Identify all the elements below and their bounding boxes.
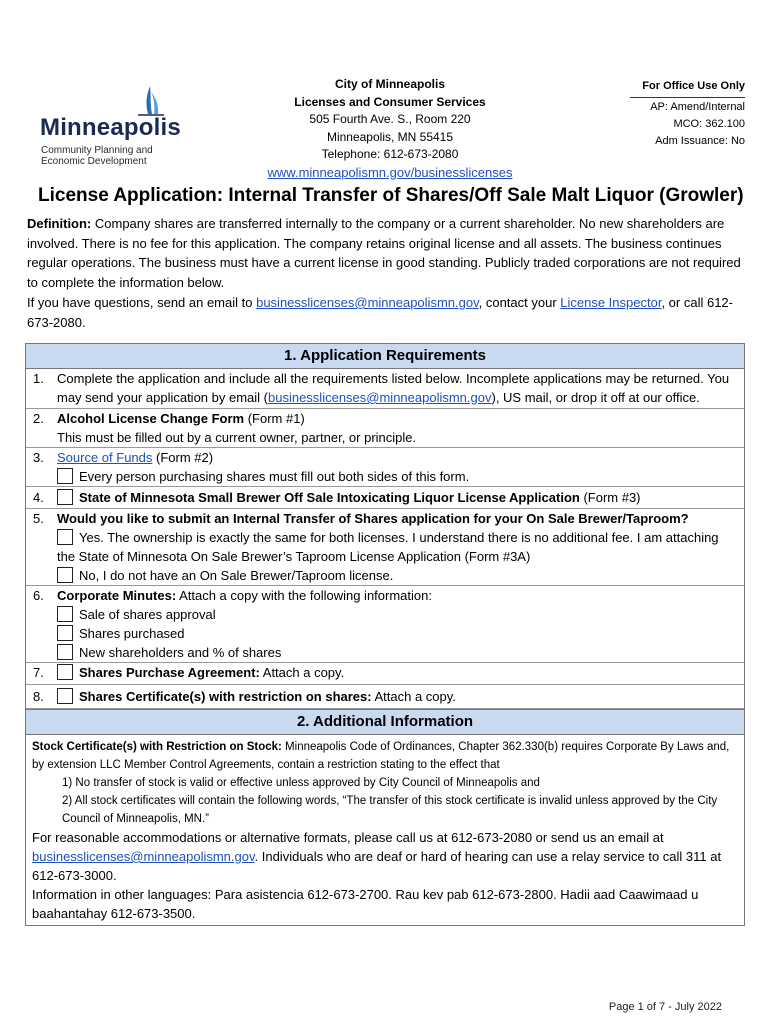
row-number: 7. bbox=[33, 665, 44, 680]
purchase-agreement-checkbox[interactable] bbox=[57, 664, 73, 680]
requirement-text-end: ), US mail, or drop it off at our office. bbox=[491, 390, 700, 405]
sale-approval-checkbox[interactable] bbox=[57, 606, 73, 622]
address-telephone: Telephone: 612-673-2080 bbox=[321, 147, 459, 161]
requirement-row-7 bbox=[26, 663, 744, 685]
row-number: 8. bbox=[33, 689, 44, 704]
source-of-funds-link[interactable]: Source of Funds bbox=[57, 450, 153, 465]
checkbox-label: Shares purchased bbox=[79, 626, 185, 641]
source-of-funds-checkbox[interactable] bbox=[57, 468, 73, 484]
office-use-box bbox=[630, 78, 745, 150]
license-inspector-link[interactable]: License Inspector bbox=[560, 295, 662, 310]
form-reference: (Form #3) bbox=[579, 490, 641, 505]
requirement-note: This must be filled out by a current owner, partner, or principle. bbox=[57, 430, 417, 445]
restriction-item-1: 1) No transfer of stock is valid or effective unless approved by City Council of Minneapolis and bbox=[62, 777, 540, 789]
accommodation-paragraph bbox=[32, 828, 738, 885]
taproom-yes-checkbox[interactable] bbox=[57, 529, 73, 545]
row-number: 5. bbox=[33, 511, 44, 526]
accommodation-email-link[interactable]: businesslicenses@minneapolismn.gov bbox=[32, 849, 255, 864]
purchase-agreement-label: Shares Purchase Agreement: bbox=[79, 665, 260, 680]
requirement-row-1 bbox=[26, 369, 744, 409]
logo-wordmark: Minneapolis bbox=[40, 114, 181, 141]
accommodation-text: For reasonable accommodations or alternative formats, please call us at 612-673-2080 or send us an email at bbox=[32, 830, 664, 845]
taproom-yes-label: Yes. The ownership is exactly the same for both licenses. I understand there is no additional fee. I am attaching the State of Minnesota On Sale Brewer’s Taproom License Application (Form #3A) bbox=[57, 530, 719, 564]
requirement-row-3 bbox=[26, 448, 744, 487]
form-reference: (Form #2) bbox=[152, 450, 214, 465]
address-street: 505 Fourth Ave. S., Room 220 bbox=[309, 112, 471, 126]
address-department: Licenses and Consumer Services bbox=[294, 94, 486, 109]
logo-sub-line-1: Community Planning and bbox=[41, 145, 153, 156]
office-mco: MCO: 362.100 bbox=[673, 118, 745, 130]
checkbox-label: Sale of shares approval bbox=[79, 607, 216, 622]
row-number: 4. bbox=[33, 490, 44, 505]
office-issuance: Adm Issuance: No bbox=[655, 135, 745, 147]
state-application-label: State of Minnesota Small Brewer Off Sale Intoxicating Liquor License Application bbox=[79, 490, 580, 505]
office-use-heading: For Office Use Only bbox=[630, 78, 745, 98]
shares-purchased-checkbox[interactable] bbox=[57, 625, 73, 641]
requirement-row-5 bbox=[26, 509, 744, 586]
row-number: 6. bbox=[33, 588, 44, 603]
row-number: 1. bbox=[33, 371, 44, 386]
questions-text-end: , or call 612-673-2080. bbox=[27, 295, 733, 330]
stock-restriction-label: Stock Certificate(s) with Restriction on Stock: bbox=[32, 741, 282, 753]
restriction-item-2: 2) All stock certificates will contain the following words, “The transfer of this stock certificate is invalid unless approved by the City Council of Minneapolis, MN.” bbox=[62, 795, 718, 825]
requirement-title bbox=[57, 409, 738, 428]
section-1-heading: 1. Application Requirements bbox=[26, 344, 744, 369]
requirement-row-4 bbox=[26, 487, 744, 509]
requirement-text: Complete the application and include all the requirements listed below. Incomplete applications may be returned. You may send your application by email ( bbox=[57, 371, 730, 405]
minneapolis-logo-icon bbox=[136, 84, 166, 118]
corporate-minutes-text: Attach a copy with the following information: bbox=[176, 588, 432, 603]
new-shareholders-checkbox[interactable] bbox=[57, 644, 73, 660]
questions-text: If you have questions, send an email to bbox=[27, 295, 257, 310]
alcohol-change-form-label: Alcohol License Change Form bbox=[57, 411, 245, 426]
requirement-row-6 bbox=[26, 586, 744, 663]
questions-text-mid: , contact your bbox=[478, 295, 561, 310]
requirement-title bbox=[57, 448, 738, 467]
definition-label: Definition: bbox=[27, 216, 92, 231]
shares-certificate-checkbox[interactable] bbox=[57, 688, 73, 704]
logo-sub-line-2: Economic Development bbox=[41, 156, 147, 167]
additional-info bbox=[26, 735, 744, 925]
contact-email-link[interactable]: businesslicenses@minneapolismn.gov bbox=[256, 295, 479, 310]
form-reference: (Form #1) bbox=[244, 411, 305, 426]
definition-text: Company shares are transferred internally to the company or a current shareholder. No new shareholders are involved. There is no fee for this application. The company retains original license and all assets. The business continues regular operations. The business must have a current license in good standing. Publicly traded corporations are not required to complete the information below. bbox=[27, 216, 741, 290]
accommodation-text-end: . Individuals who are deaf or hard of hearing can use a relay service to call 311 at 612-673-3000. bbox=[32, 849, 722, 883]
office-address bbox=[250, 76, 530, 181]
address-city-zip: Minneapolis, MN 55415 bbox=[326, 129, 454, 144]
stock-restriction-text: Minneapolis Code of Ordinances, Chapter 362.330(b) requires Corporate By Laws and, by extension LLC Member Control Agreements, contain a restriction stating to the effect that bbox=[32, 741, 730, 771]
taproom-no-label: No, I do not have an On Sale Brewer/Taproom license. bbox=[79, 568, 394, 583]
logo-subtitle bbox=[41, 145, 153, 167]
section-2-heading: 2. Additional Information bbox=[26, 709, 744, 735]
requirement-row-8 bbox=[26, 685, 744, 709]
office-ap: AP: Amend/Internal bbox=[650, 101, 745, 113]
corporate-minutes-label: Corporate Minutes: bbox=[57, 588, 177, 603]
intro-text bbox=[27, 214, 745, 332]
page-footer: Page 1 of 7 - July 2022 bbox=[608, 1001, 722, 1013]
checkbox-label: Every person purchasing shares must fill out both sides of this form. bbox=[79, 469, 470, 484]
address-city: City of Minneapolis bbox=[334, 77, 445, 91]
state-application-checkbox[interactable] bbox=[57, 489, 73, 505]
attach-copy-text: Attach a copy. bbox=[259, 665, 345, 680]
row-number: 3. bbox=[33, 450, 44, 465]
shares-certificate-label: Shares Certificate(s) with restriction on shares: bbox=[79, 689, 372, 704]
checkbox-label: New shareholders and % of shares bbox=[79, 645, 282, 660]
website-link[interactable]: www.minneapolismn.gov/businesslicenses bbox=[267, 164, 513, 180]
requirements-table bbox=[25, 343, 745, 926]
row-number: 2. bbox=[33, 411, 44, 426]
requirement-email-link[interactable]: businesslicenses@minneapolismn.gov bbox=[268, 390, 492, 405]
languages-paragraph: Information in other languages: Para asistencia 612-673-2700. Rau kev pab 612-673-2800. Hadii aad Caawimaad u baahantahay 612-673-3500. bbox=[32, 887, 699, 921]
taproom-question: Would you like to submit an Internal Transfer of Shares application for your On Sale Brewer/Taproom? bbox=[57, 511, 689, 526]
taproom-no-checkbox[interactable] bbox=[57, 567, 73, 583]
requirement-row-2 bbox=[26, 409, 744, 448]
definition-paragraph bbox=[27, 214, 745, 292]
page-title: License Application: Internal Transfer of Shares/Off Sale Malt Liquor (Growler) bbox=[38, 185, 744, 206]
questions-paragraph bbox=[27, 293, 745, 332]
attach-copy-text: Attach a copy. bbox=[371, 689, 456, 704]
